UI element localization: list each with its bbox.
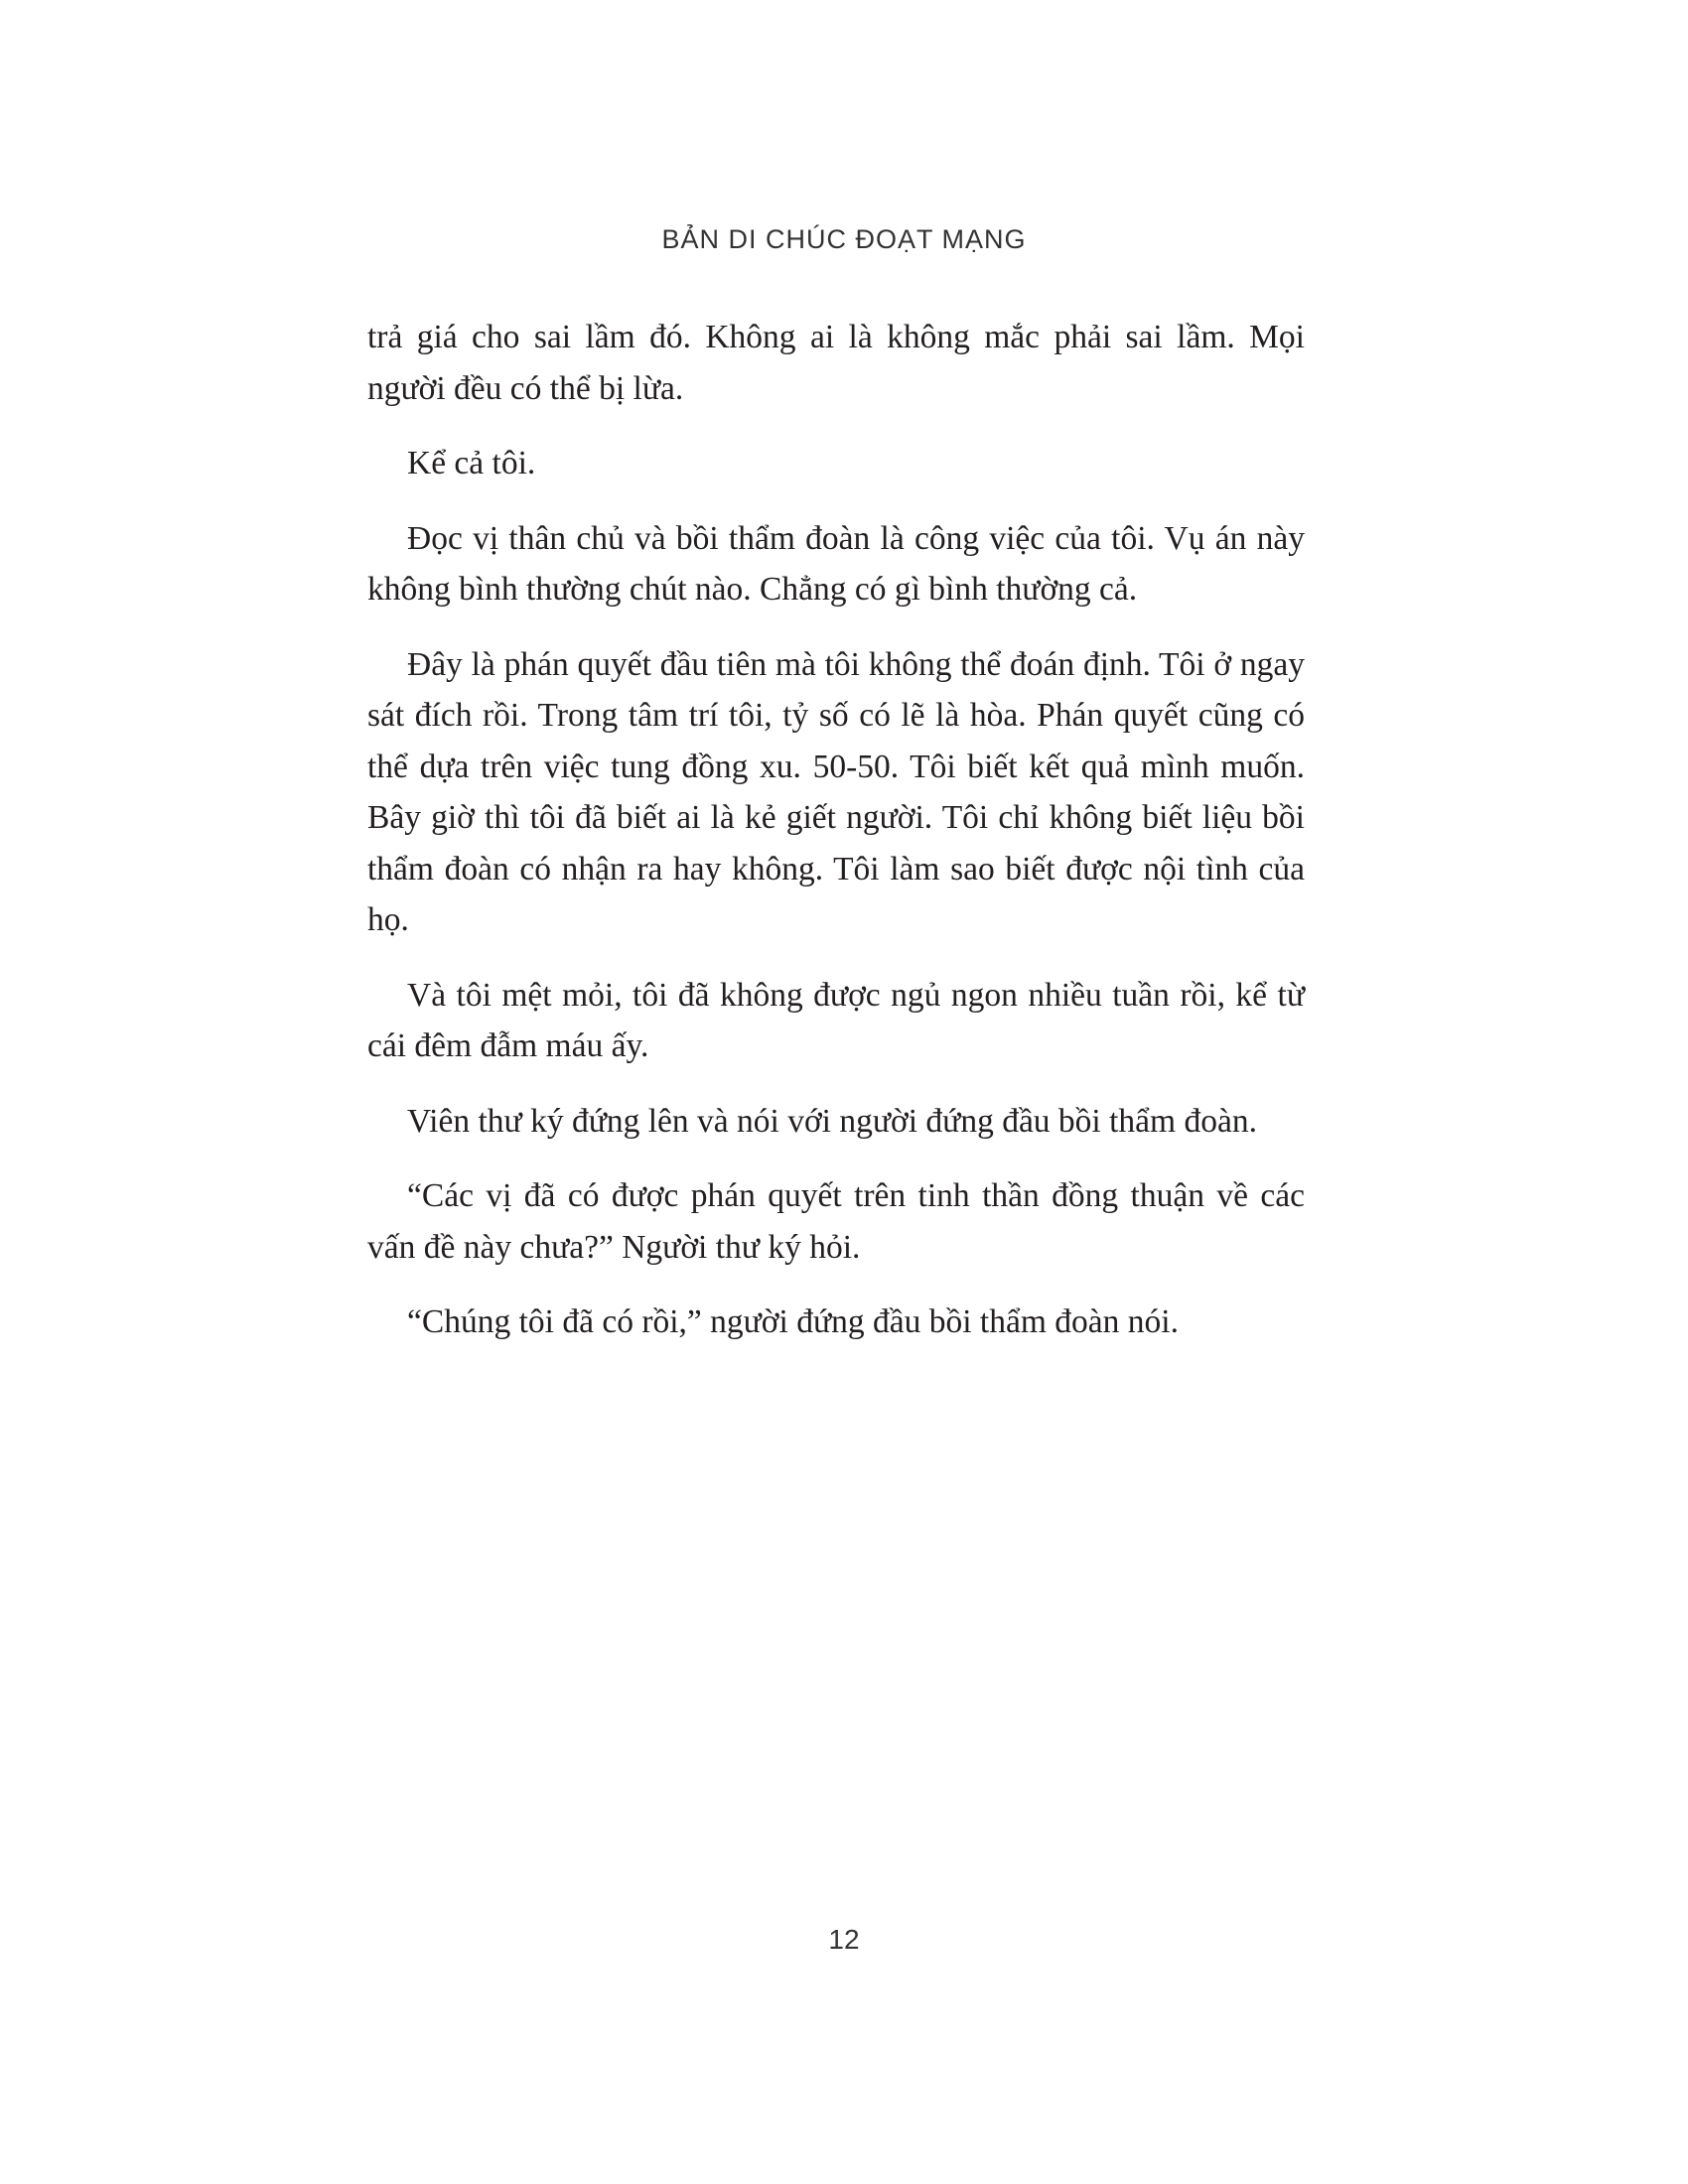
- body-text: [367, 312, 1305, 1372]
- paragraph: Viên thư ký đứng lên và nói với người đứng đầu bồi thẩm đoàn.: [407, 1102, 1257, 1140]
- paragraph: trả giá cho sai lầm đó. Không ai là không mắc phải sai lầm. Mọi người đều có thể bị lừa.: [367, 319, 1305, 407]
- paragraph: “Các vị đã có được phán quyết trên tinh thần đồng thuận về các vấn đề này chưa?” Người thư ký hỏi.: [367, 1177, 1305, 1266]
- paragraph: Và tôi mệt mỏi, tôi đã không được ngủ ngon nhiều tuần rồi, kể từ cái đêm đẫm máu ấy.: [367, 976, 1305, 1064]
- paragraph: Đây là phán quyết đầu tiên mà tôi không thể đoán định. Tôi ở ngay sát đích rồi. Trong tâm trí tôi, tỷ số có lẽ là hòa. Phán quyết cũng có thể dựa trên việc tung đồng xu. 50-50. Tôi biết kết quả mình muốn. Bây giờ thì tôi đã biết ai là kẻ giết người. Tôi chỉ không biết liệu bồi thẩm đoàn có nhận ra hay không. Tôi làm sao biết được nội tình của họ.: [367, 645, 1305, 938]
- paragraph: Đọc vị thân chủ và bồi thẩm đoàn là công việc của tôi. Vụ án này không bình thường chút nào. Chẳng có gì bình thường cả.: [367, 519, 1305, 608]
- running-head: BẢN DI CHÚC ĐOẠT MẠNG: [661, 224, 1027, 254]
- paragraph: Kể cả tôi.: [407, 445, 536, 481]
- paragraph: “Chúng tôi đã có rồi,” người đứng đầu bồi thẩm đoàn nói.: [407, 1303, 1179, 1340]
- page-number: 12: [828, 1924, 860, 1955]
